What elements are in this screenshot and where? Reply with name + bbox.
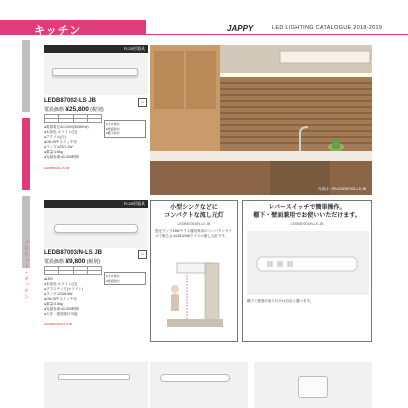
product2-price: 電設価格 ¥9,800 (税別)	[44, 258, 101, 265]
catalogue-title: LED LIGHTING CATALOGUE 2018-2019	[272, 25, 383, 31]
product1-red-note: LEDB87002-LS JB	[44, 166, 70, 170]
callout-switch	[242, 200, 372, 342]
callout-switch-title: レバースイッチで簡単操作。 棚下・壁面兼用でお使いいただけます。	[253, 205, 361, 219]
switch-fixture-photo	[247, 231, 369, 295]
product2-spec-icon: ◇	[138, 250, 147, 259]
product1-spec-icon: ◇	[138, 98, 147, 107]
product1-spec-table	[44, 114, 102, 123]
product5-fixture	[298, 376, 328, 398]
callout-compact	[150, 200, 238, 342]
side-tab-upper[interactable]	[22, 40, 30, 112]
callout-switch-subtitle: LEDB87003/N-LS JB	[290, 222, 324, 226]
spec-line: ●ON-OFFスイッチ付	[44, 297, 77, 301]
spec-line: ●プラスチック(ホワイト)	[44, 287, 84, 291]
product4-image	[150, 362, 248, 408]
product2-red-note: LEDB87003/N-LS JB	[44, 322, 73, 326]
side-tab-active[interactable]	[22, 118, 30, 190]
spec-line: ●ランプ:LED7.2W	[44, 145, 73, 149]
spec-line: ●重量:0.5kg	[44, 302, 63, 306]
section-rule	[146, 34, 408, 35]
compact-diagram	[157, 249, 233, 339]
product2-spec-list	[44, 277, 104, 317]
side-tab-label: ブラケット・キッチン	[23, 240, 29, 300]
spec-line: ●本体色:ホワイト(白)	[44, 282, 78, 286]
callout-switch-body: 棚下と壁面の取り付けは自由に選べます。	[247, 299, 314, 303]
header-bar	[0, 0, 408, 22]
product5-image	[254, 362, 372, 408]
product2-fixture	[54, 224, 138, 233]
product1-image	[44, 53, 148, 95]
product1-price-value: ¥25,800	[65, 106, 89, 113]
photo-caption: 写真は一例:LEDB87002-LS JB	[318, 187, 366, 191]
product2-model: LEDB87003/N-LS JB	[44, 250, 103, 256]
spec-line: ●本体色:ホワイト(白)	[44, 130, 78, 134]
spec-line: ●ランプ:LED6.8W	[44, 292, 73, 296]
product2-header-right: FL20形器具	[123, 201, 145, 206]
product4-fixture	[160, 374, 230, 382]
product1-model: LEDB87002-LS JB	[44, 98, 97, 104]
product1-fixture	[52, 68, 138, 76]
spec-line: ●電源電圧AC100V(50/60Hz)	[44, 125, 89, 129]
spec-line: ●光源寿命:40,000時間	[44, 155, 79, 159]
brand-logo: JAPPY	[227, 24, 254, 33]
callout-compact-body: 蛍光ランプ15Wクラス器具専用のコンパクトサイズで明るさはLED20Wクラスの流し元灯です。	[155, 229, 232, 238]
product2-header	[44, 200, 148, 208]
product2-info-box: ●天井取付 ●壁面取付	[104, 272, 146, 285]
product2-spec-table	[44, 266, 102, 275]
spec-line: ●重量:1.6kg	[44, 150, 63, 154]
product3-fixture	[58, 374, 130, 380]
section-title: キッチン	[34, 25, 82, 37]
product2-image	[44, 208, 148, 248]
product1-header-right: FL20形器具	[123, 46, 145, 51]
spec-line: ●ON-OFFスイッチ付	[44, 140, 77, 144]
spec-line: ●光源寿命:40,000時間	[44, 307, 79, 311]
product1-spec-list	[44, 125, 104, 160]
product1-header	[44, 45, 148, 53]
spec-line: ●LED	[44, 277, 53, 281]
spec-line: ●天井・壁面取付可能	[44, 312, 78, 316]
product1-info-box: ●天井取付 ●壁面取付 ●棚下取付	[104, 120, 146, 138]
callout-compact-subtitle: LEDB87003/N-LS JB	[177, 222, 211, 226]
kitchen-photo-art	[150, 45, 372, 195]
kitchen-photo	[150, 45, 372, 195]
product2-price-value: ¥9,800	[65, 258, 86, 265]
callout-compact-title: 小型シンクなどに コンパクトな流し元灯	[164, 205, 224, 219]
product1-price: 電設価格 ¥25,800 (税別)	[44, 106, 104, 113]
spec-line: ●アクリル(白)	[44, 135, 66, 139]
product3-image	[44, 362, 148, 408]
